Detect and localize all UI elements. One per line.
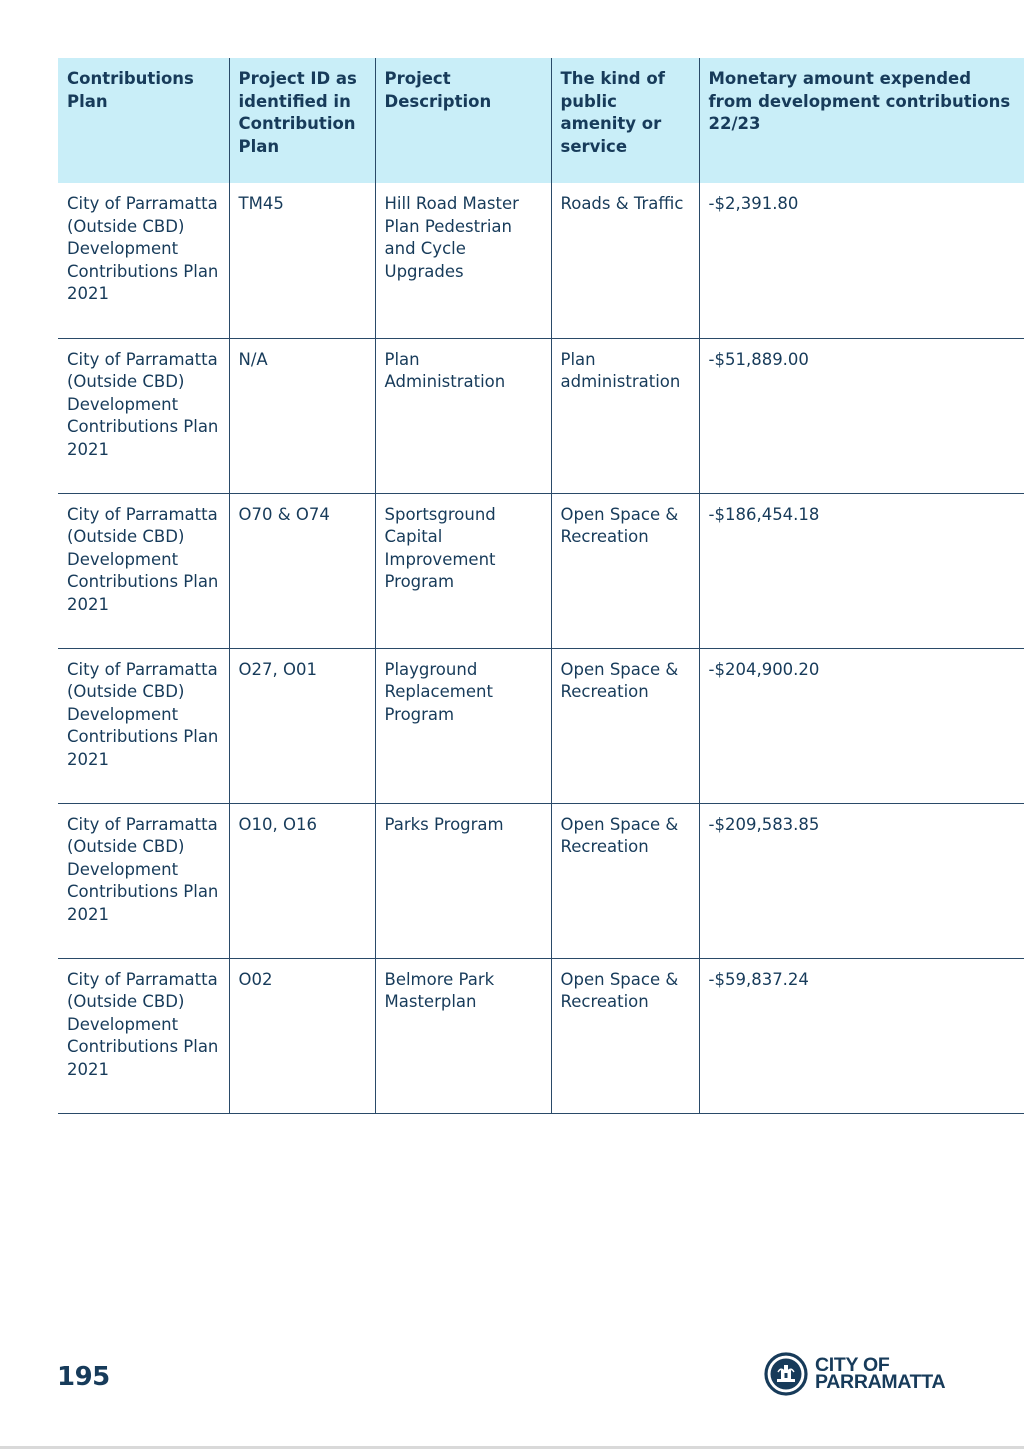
cell-amenity-kind: Open Space & Recreation [551,958,699,1113]
table-row [58,803,1024,958]
city-of-parramatta-logo [764,1350,964,1398]
cell-contributions-plan: City of Parramatta (Outside CBD) Development Contributions Plan 2021 [58,338,229,493]
cell-amenity-kind: Plan administration [551,338,699,493]
cell-contributions-plan: City of Parramatta (Outside CBD) Development Contributions Plan 2021 [58,648,229,803]
council-crest-icon [764,1352,808,1396]
table-row [58,338,1024,493]
table-row [58,493,1024,648]
cell-contributions-plan: City of Parramatta (Outside CBD) Development Contributions Plan 2021 [58,493,229,648]
cell-project-description: Parks Program [375,803,551,958]
cell-monetary-amount: -$204,900.20 [699,648,1024,803]
logo-line-city-of: CITY OF [815,1354,890,1376]
cell-monetary-amount: -$209,583.85 [699,803,1024,958]
cell-project-id: O10, O16 [229,803,375,958]
cell-monetary-amount: -$59,837.24 [699,958,1024,1113]
header-project-id: Project ID as identified in Contribution Plan [229,58,375,183]
cell-monetary-amount: -$51,889.00 [699,338,1024,493]
cell-project-description: Playground Replacement Program [375,648,551,803]
header-amenity-kind: The kind of public amenity or service [551,58,699,183]
header-monetary-amount: Monetary amount expended from development contributions 22/23 [699,58,1024,183]
cell-monetary-amount: -$186,454.18 [699,493,1024,648]
cell-contributions-plan: City of Parramatta (Outside CBD) Development Contributions Plan 2021 [58,958,229,1113]
header-project-description: Project Description [375,58,551,183]
cell-project-id: TM45 [229,183,375,338]
cell-monetary-amount: -$2,391.80 [699,183,1024,338]
cell-amenity-kind: Roads & Traffic [551,183,699,338]
table-row [58,648,1024,803]
cell-amenity-kind: Open Space & Recreation [551,493,699,648]
header-contributions-plan: Contributions Plan [58,58,229,183]
cell-project-id: O27, O01 [229,648,375,803]
cell-amenity-kind: Open Space & Recreation [551,803,699,958]
cell-project-description: Hill Road Master Plan Pedestrian and Cycle Upgrades [375,183,551,338]
table-header-row [58,58,1024,183]
cell-project-id: O70 & O74 [229,493,375,648]
cell-amenity-kind: Open Space & Recreation [551,648,699,803]
page-number: 195 [57,1362,110,1392]
cell-project-description: Plan Administration [375,338,551,493]
logo-line-parramatta: PARRAMATTA [815,1371,946,1393]
cell-project-id: N/A [229,338,375,493]
table-row [58,958,1024,1113]
table-row [58,183,1024,338]
cell-project-id: O02 [229,958,375,1113]
cell-contributions-plan: City of Parramatta (Outside CBD) Development Contributions Plan 2021 [58,183,229,338]
contributions-table [58,58,1024,1114]
cell-contributions-plan: City of Parramatta (Outside CBD) Development Contributions Plan 2021 [58,803,229,958]
cell-project-description: Sportsground Capital Improvement Program [375,493,551,648]
cell-project-description: Belmore Park Masterplan [375,958,551,1113]
